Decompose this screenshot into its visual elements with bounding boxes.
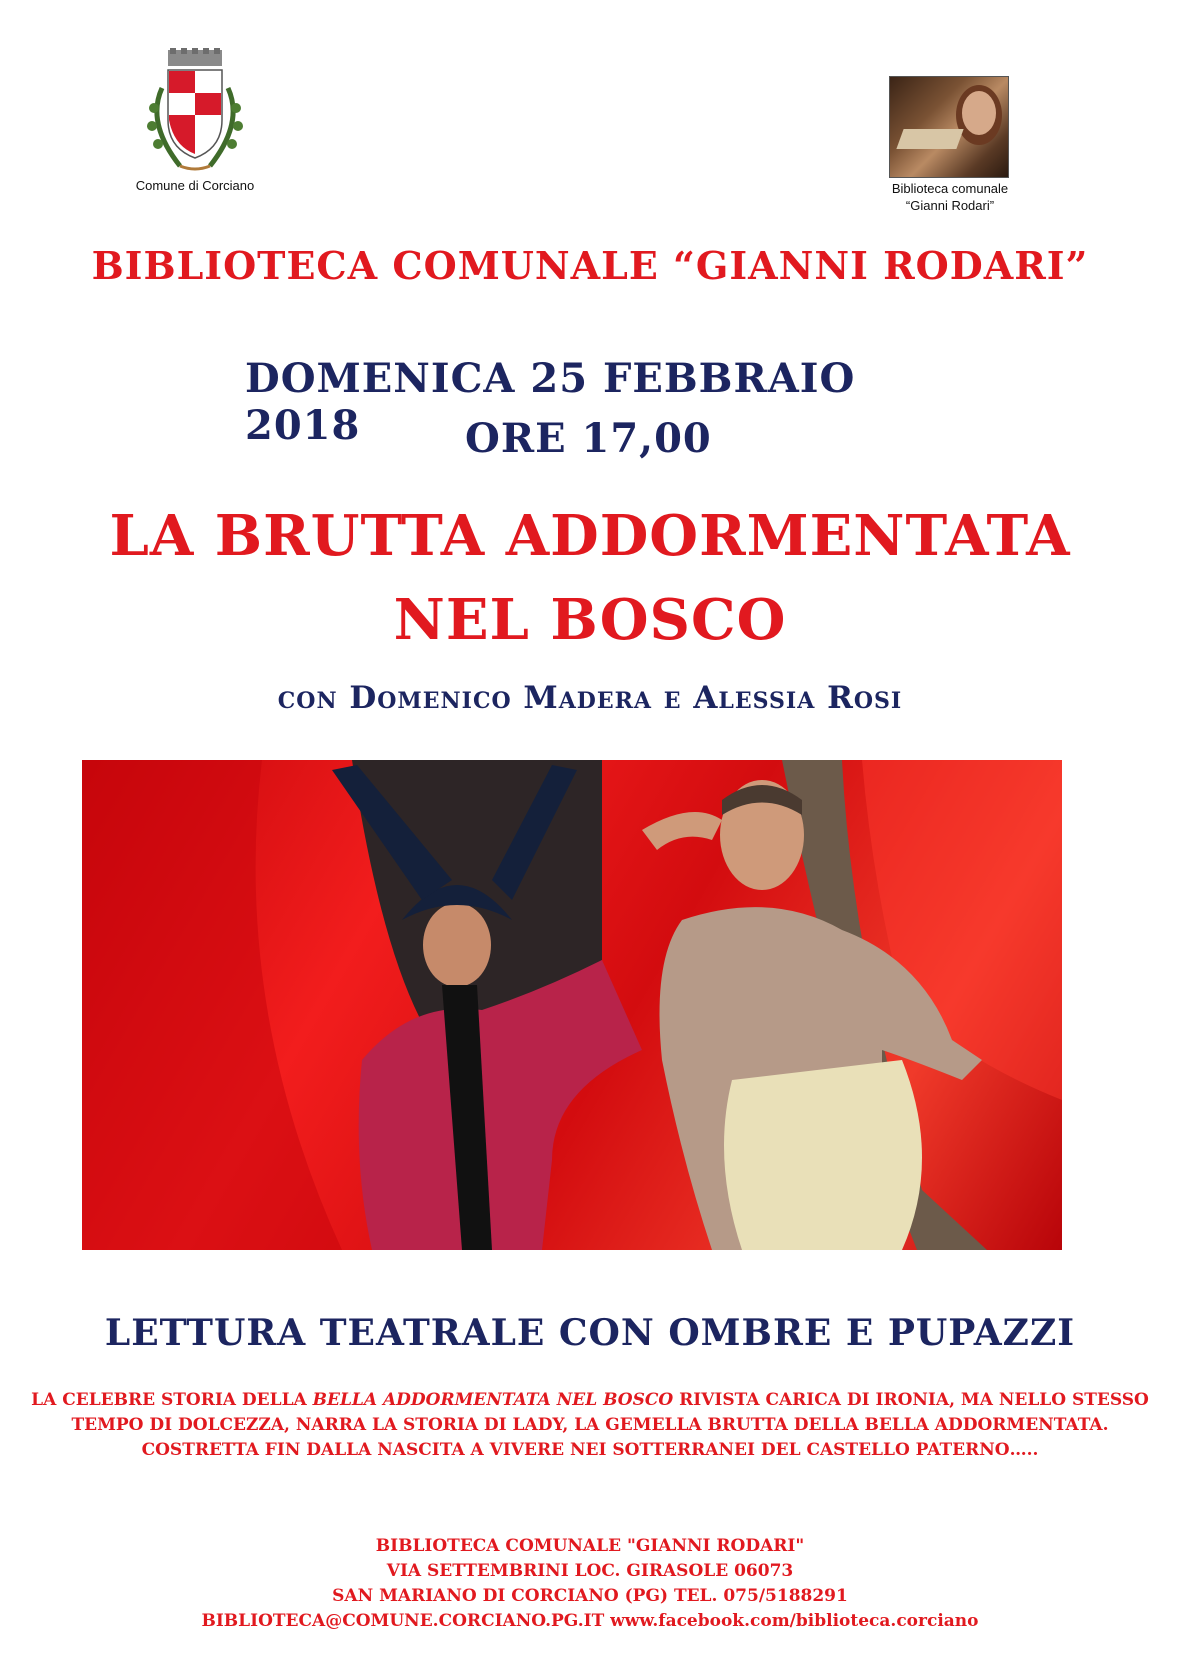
- performers-illustration: [82, 760, 1062, 1250]
- description-line-1-italic: BELLA ADDORMENTATA NEL BOSCO: [312, 1390, 674, 1410]
- library-heading: BIBLIOTECA COMUNALE “GIANNI RODARI”: [91, 243, 1089, 288]
- contact-town-phone: SAN MARIANO DI CORCIANO (PG) TEL. 075/5188291: [332, 1586, 848, 1606]
- library-logo-image: [889, 76, 1009, 178]
- contact-block: [0, 1534, 1180, 1634]
- event-photo: [82, 760, 1062, 1250]
- event-time: ORE 17,00: [465, 415, 712, 462]
- library-label-line1: Biblioteca comunale: [891, 181, 1009, 196]
- description-line-1: [20, 1388, 1160, 1413]
- contact-library: BIBLIOTECA COMUNALE "GIANNI RODARI": [375, 1536, 805, 1556]
- contact-street: VIA SETTEMBRINI LOC. GIRASOLE 06073: [386, 1561, 794, 1581]
- event-title-line2: NEL BOSCO: [393, 587, 787, 653]
- description-line-2: TEMPO DI DOLCEZZA, NARRA LA STORIA DI LADY, LA GEMELLA BRUTTA DELLA BELLA ADDORMENTATA.: [71, 1415, 1109, 1435]
- library-label-line2: “Gianni Rodari”: [905, 198, 995, 213]
- event-description: [20, 1388, 1160, 1463]
- contact-email-facebook: BIBLIOTECA@COMUNE.CORCIANO.PG.IT www.facebook.com/biblioteca.corciano: [201, 1611, 979, 1631]
- event-date: DOMENICA 25 FEBBRAIO 2018: [245, 355, 856, 449]
- corciano-crest-logo: [140, 48, 250, 176]
- description-line-1-c: RIVISTA CARICA DI IRONIA, MA NELLO STESSO: [673, 1390, 1149, 1410]
- description-line-1-a: LA CELEBRE STORIA DELLA: [31, 1390, 313, 1410]
- event-cast: con Domenico Madera e Alessia Rosi: [277, 680, 903, 716]
- library-logo-label: [860, 180, 1040, 214]
- event-subtitle: LETTURA TEATRALE CON OMBRE E PUPAZZI: [104, 1312, 1076, 1354]
- event-title-line1: LA BRUTTA ADDORMENTATA: [109, 503, 1071, 569]
- municipality-label: Comune di Corciano: [135, 178, 255, 193]
- description-line-3: COSTRETTA FIN DALLA NASCITA A VIVERE NEI SOTTERRANEI DEL CASTELLO PATERNO…..: [141, 1440, 1039, 1460]
